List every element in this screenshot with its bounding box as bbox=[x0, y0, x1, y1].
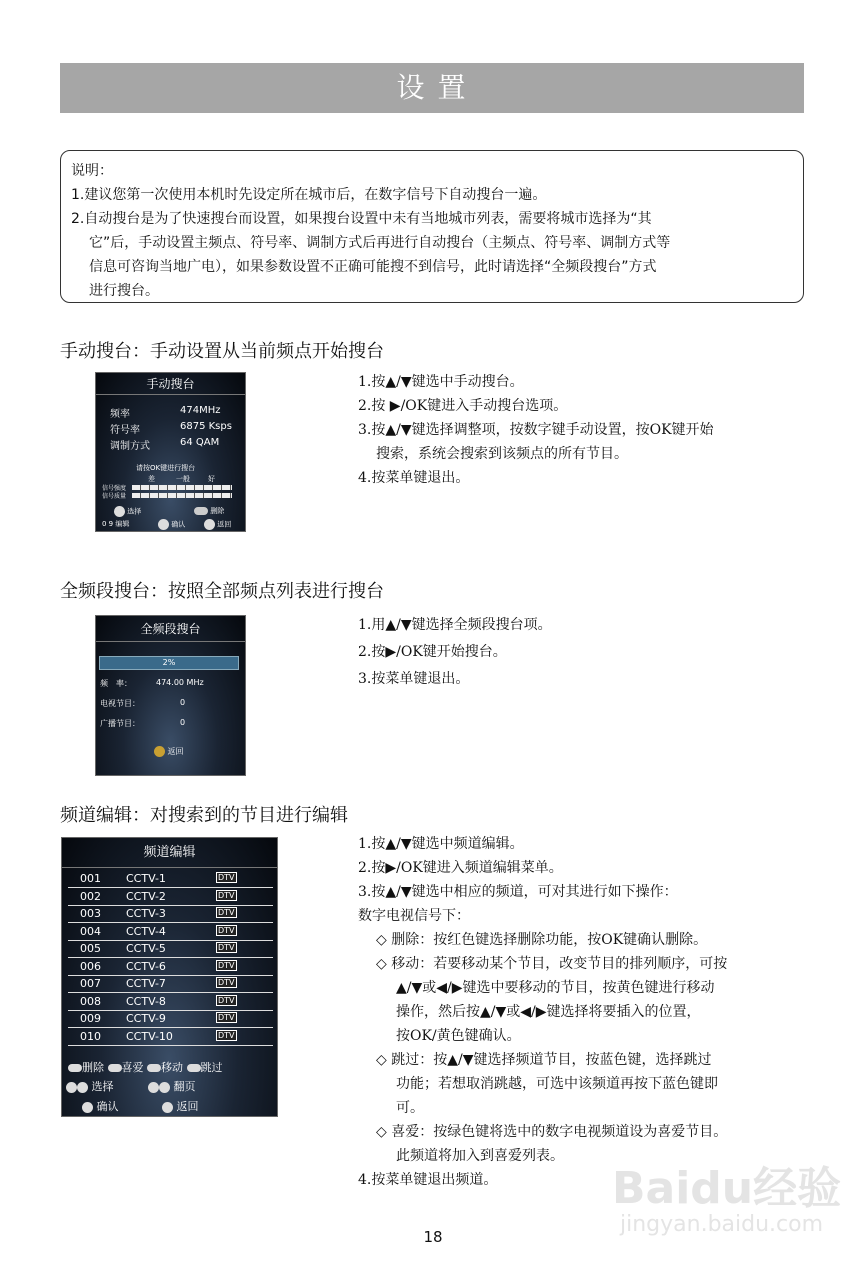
dtv-badge: DTV bbox=[218, 943, 235, 952]
channel-row[interactable] bbox=[68, 906, 273, 923]
dtv-badge: DTV bbox=[218, 978, 235, 987]
back-label: 返回 bbox=[217, 520, 232, 529]
move-instruction-1: ◇ 移动：若要移动某个节目，改变节目的排列顺序，可按 bbox=[376, 956, 728, 972]
skip-instruction-2: 功能；若想取消跳越，可选中该频道再按下蓝色键即 bbox=[396, 1076, 718, 1092]
note-item-2-line-2: 它”后，手动设置主频点、符号率、调制方式后再进行自动搜台（主频点、符号率、调制方式等 bbox=[89, 235, 671, 251]
search-progress-bar: 2% bbox=[99, 656, 239, 670]
full-search-screen bbox=[95, 615, 246, 776]
left-icon bbox=[148, 1082, 159, 1093]
signal-quality-label: 信号质量 bbox=[102, 493, 127, 500]
channel-number: 006 bbox=[80, 959, 101, 973]
full-freq-value: 474.00 MHz bbox=[156, 678, 204, 687]
channel-number: 001 bbox=[80, 872, 101, 885]
signal-strength-bar bbox=[132, 485, 232, 490]
channel-row[interactable] bbox=[68, 871, 273, 888]
channel-row[interactable] bbox=[68, 1011, 273, 1028]
edit-label: 编辑 bbox=[115, 520, 130, 528]
channel-edit-screen bbox=[61, 837, 278, 1117]
ok-icon bbox=[158, 519, 169, 530]
dtv-badge: DTV bbox=[218, 995, 235, 1005]
note-label: 说明： bbox=[71, 163, 113, 179]
back-label: 返回 bbox=[176, 1100, 199, 1113]
signal-strength-label: 信号强度 bbox=[102, 485, 127, 492]
move-instruction-3: 操作，然后按▲/▼或◀/▶键选择将要插入的位置， bbox=[396, 1004, 701, 1020]
delete-label: 删除 bbox=[210, 507, 225, 515]
manual-step-2: 2.按 ▶/OK键进入手动搜台选项。 bbox=[358, 398, 568, 414]
menu-icon bbox=[154, 746, 165, 757]
channel-color-keys bbox=[68, 1059, 223, 1075]
tv-programs-label: 电视节目： bbox=[100, 699, 140, 708]
up-down-icon bbox=[114, 506, 125, 517]
modulation-label: 调制方式 bbox=[110, 441, 150, 452]
select-hint bbox=[114, 506, 141, 517]
digital-signal-label: 数字电视信号下： bbox=[358, 908, 470, 924]
manual-step-4: 4.按菜单键退出。 bbox=[358, 470, 470, 486]
full-step-1: 1.用▲/▼键选择全频段搜台项。 bbox=[358, 617, 552, 633]
scale-mid: 一般 bbox=[176, 475, 190, 483]
channel-number: 005 bbox=[80, 942, 101, 955]
freq-value: 474MHz bbox=[180, 405, 221, 416]
note-item-2-line-3: 信息可咨询当地广电），如果参数设置不正确可能搜不到信号，此时请选择“全频段搜台”方式 bbox=[89, 259, 657, 275]
channel-name: CCTV-8 bbox=[126, 994, 166, 1008]
select-label: 选择 bbox=[91, 1080, 114, 1093]
skip-instruction-3: 可。 bbox=[396, 1100, 424, 1116]
digit-keys: 0 9 bbox=[102, 520, 114, 528]
full-back-label: 返回 bbox=[167, 747, 184, 756]
back-hint bbox=[162, 1098, 199, 1114]
manual-search-title: 手动搜台：手动设置从当前频点开始搜台 bbox=[60, 341, 384, 362]
note-box bbox=[60, 150, 804, 303]
channel-row[interactable] bbox=[68, 889, 273, 906]
full-step-2: 2.按▶/OK键开始搜台。 bbox=[358, 644, 507, 660]
dtv-badge: DTV bbox=[218, 1013, 235, 1022]
channel-name: CCTV-2 bbox=[126, 889, 166, 903]
note-item-2-line-1: 2.自动搜台是为了快速搜台而设置，如果搜台设置中未有当地城市列表，需要将城市选择为“其 bbox=[71, 211, 652, 227]
channel-name: CCTV-4 bbox=[126, 924, 166, 938]
channel-row[interactable] bbox=[68, 941, 273, 958]
move-label: 移动 bbox=[161, 1061, 183, 1074]
channel-edit-steps bbox=[358, 832, 808, 1192]
page-hint bbox=[148, 1078, 196, 1094]
blue-key-icon bbox=[187, 1064, 201, 1072]
confirm-hint bbox=[82, 1098, 119, 1114]
up-down-icon bbox=[66, 1082, 77, 1093]
full-search-title: 全频段搜台：按照全部频点列表进行搜台 bbox=[60, 581, 384, 602]
full-step-3: 3.按菜单键退出。 bbox=[358, 671, 470, 687]
channel-step-3: 3.按▲/▼键选中相应的频道，可对其进行如下操作： bbox=[358, 884, 678, 900]
ok-icon bbox=[82, 1102, 93, 1113]
delete-label: 删除 bbox=[82, 1061, 104, 1074]
note-item-1: 1.建议您第一次使用本机时先设定所在城市后，在数字信号下自动搜台一遍。 bbox=[71, 187, 547, 203]
yellow-key-icon bbox=[147, 1064, 161, 1072]
dtv-badge: DTV bbox=[218, 873, 235, 882]
symbol-rate-label: 符号率 bbox=[110, 425, 140, 436]
channel-row[interactable] bbox=[68, 1029, 273, 1046]
delete-hint bbox=[194, 506, 224, 516]
red-key-icon bbox=[68, 1064, 82, 1072]
dtv-badge: DTV bbox=[218, 890, 235, 900]
channel-name: CCTV-5 bbox=[126, 942, 166, 955]
channel-row[interactable] bbox=[68, 976, 273, 993]
page-number: 18 bbox=[423, 1228, 443, 1246]
scale-bad: 差 bbox=[148, 475, 155, 483]
confirm-label: 确认 bbox=[96, 1100, 119, 1113]
move-instruction-4: 按OK/黄色键确认。 bbox=[396, 1028, 521, 1044]
delete-instruction: ◇ 删除：按红色键选择删除功能，按OK键确认删除。 bbox=[376, 932, 708, 948]
back-hint bbox=[204, 519, 231, 530]
manual-screen-header: 手动搜台 bbox=[96, 373, 245, 395]
channel-step-4: 4.按菜单键退出频道。 bbox=[358, 1172, 498, 1188]
skip-label: 跳过 bbox=[200, 1061, 223, 1074]
page-label: 翻页 bbox=[173, 1080, 196, 1093]
channel-name: CCTV-10 bbox=[126, 1029, 173, 1043]
channel-number: 008 bbox=[80, 994, 101, 1008]
channel-number: 003 bbox=[80, 907, 101, 920]
scale-good: 好 bbox=[208, 475, 215, 483]
radio-programs-value: 0 bbox=[180, 718, 186, 727]
full-back-hint bbox=[154, 746, 184, 757]
skip-instruction-1: ◇ 跳过：按▲/▼键选择频道节目，按蓝色键，选择跳过 bbox=[376, 1052, 712, 1068]
channel-row[interactable] bbox=[68, 924, 273, 941]
full-search-steps bbox=[358, 612, 808, 693]
manual-search-steps bbox=[358, 370, 808, 490]
dtv-badge: DTV bbox=[218, 908, 235, 917]
manual-step-1: 1.按▲/▼键选中手动搜台。 bbox=[358, 374, 524, 390]
channel-name: CCTV-1 bbox=[126, 872, 166, 885]
channel-name: CCTV-6 bbox=[126, 959, 166, 973]
symbol-rate-value: 6875 Ksps bbox=[180, 421, 232, 432]
channel-number: 010 bbox=[80, 1029, 101, 1043]
right-icon bbox=[159, 1082, 170, 1093]
favorite-instruction-1: ◇ 喜爱：按绿色键将选中的数字电视频道设为喜爱节目。 bbox=[376, 1124, 728, 1140]
channel-row[interactable] bbox=[68, 959, 273, 976]
channel-name: CCTV-9 bbox=[126, 1012, 166, 1025]
full-freq-label: 频 率： bbox=[100, 679, 132, 688]
note-item-2-line-4: 进行搜台。 bbox=[89, 283, 159, 299]
channel-name: CCTV-3 bbox=[126, 907, 166, 920]
radio-programs-label: 广播节目： bbox=[100, 719, 140, 728]
green-key-icon bbox=[108, 1064, 122, 1072]
page-title: 设 置 bbox=[60, 63, 804, 113]
move-instruction-2: ▲/▼或◀/▶键选中要移动的节目，按黄色键进行移动 bbox=[396, 980, 715, 996]
channel-name: CCTV-7 bbox=[126, 977, 166, 990]
favorite-label: 喜爱 bbox=[121, 1061, 144, 1074]
dtv-badge: DTV bbox=[218, 925, 235, 935]
channel-number: 002 bbox=[80, 889, 101, 903]
watermark-url: jingyan.baidu.com bbox=[620, 1212, 824, 1237]
confirm-label: 确认 bbox=[171, 520, 186, 529]
menu-icon bbox=[162, 1102, 173, 1113]
menu-icon bbox=[204, 519, 215, 530]
modulation-value: 64 QAM bbox=[180, 437, 220, 448]
channel-row[interactable] bbox=[68, 994, 273, 1011]
channel-screen-header: 频道编辑 bbox=[62, 838, 277, 868]
channel-number: 007 bbox=[80, 977, 101, 990]
signal-quality-bar bbox=[132, 493, 232, 498]
channel-number: 009 bbox=[80, 1012, 101, 1025]
freq-label: 频率 bbox=[110, 409, 130, 420]
manual-step-3-line-2: 搜索，系统会搜索到该频点的所有节目。 bbox=[376, 446, 628, 462]
watermark-brand: Baidu经验 bbox=[612, 1163, 842, 1214]
confirm-hint bbox=[158, 519, 185, 530]
manual-search-screen bbox=[95, 372, 246, 532]
channel-step-1: 1.按▲/▼键选中频道编辑。 bbox=[358, 836, 524, 852]
select-hint bbox=[66, 1078, 114, 1094]
manual-step-3-line-1: 3.按▲/▼键选择调整项，按数字键手动设置，按OK键开始 bbox=[358, 422, 714, 438]
dtv-badge: DTV bbox=[218, 1030, 235, 1040]
channel-number: 004 bbox=[80, 924, 101, 938]
select-label: 选择 bbox=[127, 507, 142, 516]
full-screen-header: 全频段搜台 bbox=[96, 616, 245, 642]
search-hint: 请按OK键进行搜台 bbox=[136, 464, 196, 472]
favorite-instruction-2: 此频道将加入到喜爱列表。 bbox=[396, 1148, 564, 1164]
red-key-icon bbox=[194, 507, 208, 515]
dtv-badge: DTV bbox=[218, 960, 235, 970]
edit-hint bbox=[102, 519, 129, 529]
tv-programs-value: 0 bbox=[180, 698, 186, 707]
channel-edit-title: 频道编辑：对搜索到的节目进行编辑 bbox=[60, 805, 348, 826]
down-icon bbox=[77, 1082, 88, 1093]
channel-step-2: 2.按▶/OK键进入频道编辑菜单。 bbox=[358, 860, 563, 876]
